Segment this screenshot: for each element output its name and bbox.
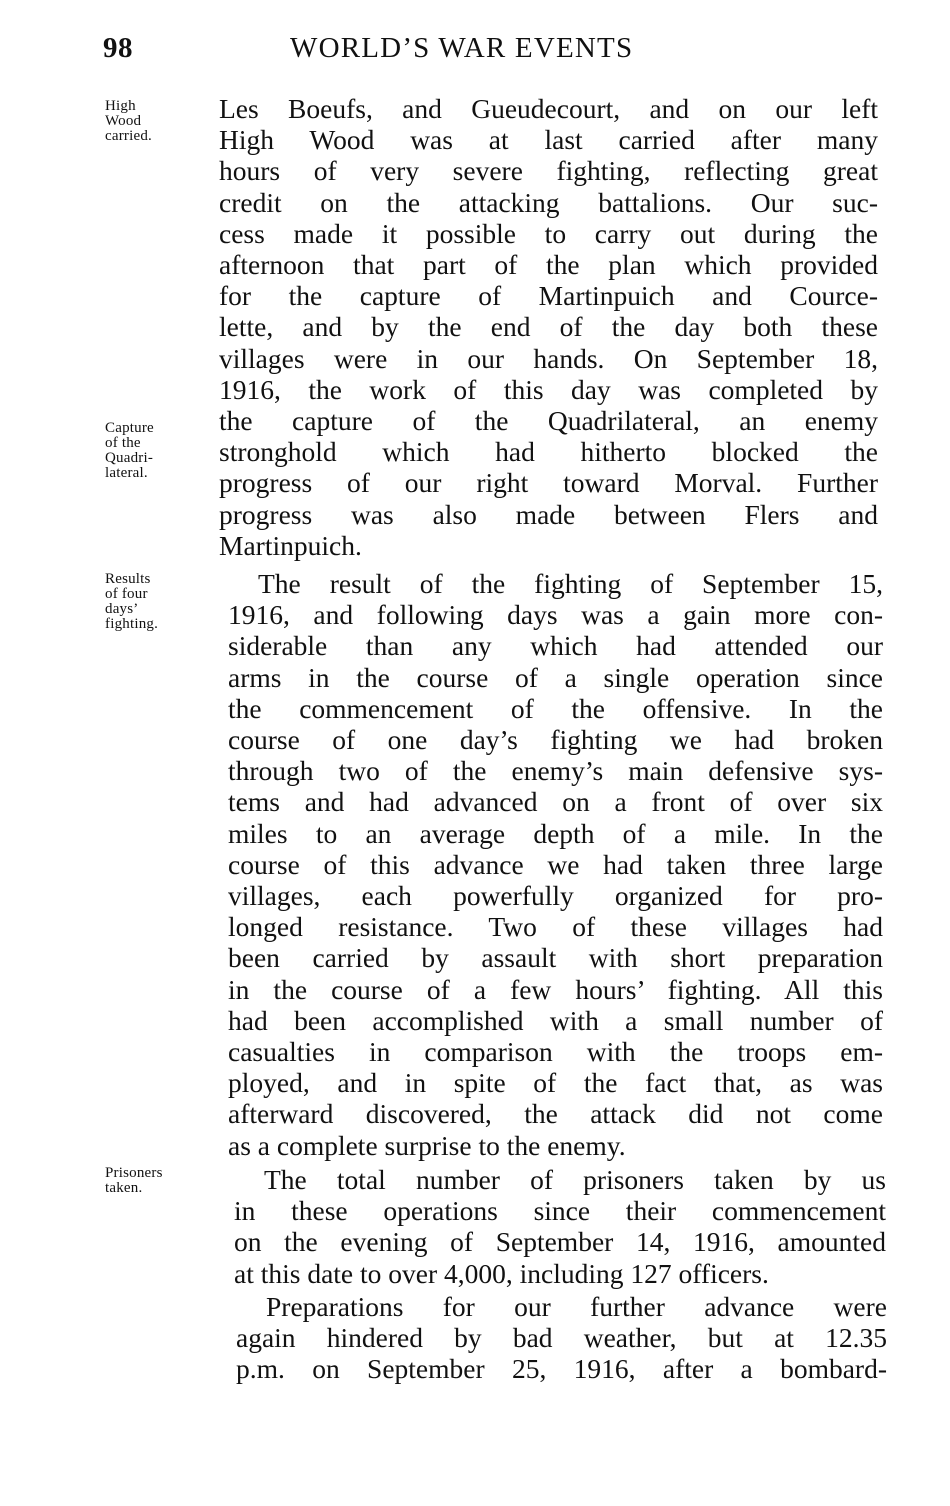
text-line: miles to an average depth of a mile. In the bbox=[228, 817, 883, 849]
margin-note-line: fighting. bbox=[105, 616, 159, 632]
text-line: tems and had advanced on a front of over six bbox=[228, 786, 883, 818]
text-line: cess made it possible to carry out during the bbox=[219, 217, 878, 249]
text-line: credit on the attacking battalions. Our suc- bbox=[219, 186, 878, 218]
text-line: as a complete surprise to the enemy. bbox=[228, 1129, 626, 1161]
text-line: at this date to over 4,000, including 127 officers. bbox=[234, 1257, 769, 1289]
text-line: The total number of prisoners taken by us bbox=[264, 1164, 886, 1195]
text-line: on the evening of September 14, 1916, amounted bbox=[234, 1226, 886, 1258]
text-line: progress of our right toward Morval. Further bbox=[219, 467, 878, 499]
margin-note-line: of four bbox=[105, 586, 148, 602]
text-line: p.m. on September 25, 1916, after a bombard- bbox=[236, 1353, 887, 1385]
text-line: stronghold which had hitherto blocked the bbox=[219, 436, 878, 468]
text-line: hours of very severe fighting, reflecting great bbox=[219, 155, 878, 187]
paragraph-results bbox=[228, 568, 883, 1161]
text-line: course of one day’s fighting we had broken bbox=[228, 724, 883, 756]
paragraph-high-wood bbox=[219, 93, 878, 561]
margin-note-results bbox=[105, 572, 225, 632]
text-line: through two of the enemy’s main defensive sys- bbox=[228, 755, 883, 787]
text-line: afterward discovered, the attack did not come bbox=[228, 1098, 883, 1130]
text-line: been carried by assault with short preparation bbox=[228, 942, 883, 974]
text-line: in these operations since their commencement bbox=[234, 1195, 886, 1227]
margin-note-line: lateral. bbox=[105, 465, 148, 481]
text-line: Les Boeufs, and Gueudecourt, and on our left bbox=[219, 93, 878, 124]
text-line: again hindered by bad weather, but at 12.35 bbox=[236, 1322, 887, 1354]
margin-note-line: of the bbox=[105, 435, 141, 451]
margin-note-line: Capture bbox=[105, 420, 154, 436]
text-line: in the course of a few hours’ fighting. All this bbox=[228, 973, 883, 1005]
margin-note-line: carried. bbox=[105, 128, 152, 144]
text-line: ployed, and in spite of the fact that, as was bbox=[228, 1067, 883, 1099]
margin-note-quadrilateral bbox=[105, 421, 225, 481]
paragraph-preparations bbox=[236, 1291, 887, 1385]
text-line: Preparations for our further advance were bbox=[266, 1291, 887, 1322]
margin-note-line: days’ bbox=[105, 601, 139, 617]
margin-note-line: High bbox=[105, 98, 136, 114]
text-line: arms in the course of a single operation since bbox=[228, 661, 883, 693]
text-line: High Wood was at last carried after many bbox=[219, 124, 878, 156]
text-line: for the capture of Martinpuich and Courcе- bbox=[219, 280, 878, 312]
text-line: siderable than any which had attended our bbox=[228, 630, 883, 662]
text-line: casualties in comparison with the troops em- bbox=[228, 1036, 883, 1068]
paragraph-prisoners bbox=[234, 1164, 886, 1289]
margin-note-line: Quadri- bbox=[105, 450, 154, 466]
text-line: villages, each powerfully organized for pro- bbox=[228, 880, 883, 912]
text-line: 1916, the work of this day was completed by bbox=[219, 373, 878, 405]
text-line: the capture of the Quadrilateral, an enemy bbox=[219, 405, 878, 437]
margin-note-prisoners bbox=[105, 1166, 225, 1196]
margin-note-line: Wood bbox=[105, 113, 142, 129]
running-title: WORLD’S WAR EVENTS bbox=[290, 32, 634, 64]
text-line: longed resistance. Two of these villages had bbox=[228, 911, 883, 943]
margin-note-line: taken. bbox=[105, 1180, 143, 1196]
text-line: villages were in our hands. On September 18, bbox=[219, 342, 878, 374]
margin-note-line: Prisoners bbox=[105, 1165, 163, 1181]
margin-note-high-wood bbox=[105, 99, 225, 144]
text-line: course of this advance we had taken three large bbox=[228, 848, 883, 880]
text-line: had been accomplished with a small number of bbox=[228, 1004, 883, 1036]
text-line: progress was also made between Flers and bbox=[219, 498, 878, 530]
text-line: The result of the fighting of September 15, bbox=[258, 568, 883, 599]
text-line: Martinpuich. bbox=[219, 529, 362, 561]
text-line: lette, and by the end of the day both these bbox=[219, 311, 878, 343]
text-line: afternoon that part of the plan which provided bbox=[219, 249, 878, 281]
margin-note-line: Results bbox=[105, 571, 151, 587]
page-number: 98 bbox=[103, 32, 133, 64]
text-line: 1916, and following days was a gain more con- bbox=[228, 599, 883, 631]
text-line: the commencement of the offensive. In the bbox=[228, 692, 883, 724]
